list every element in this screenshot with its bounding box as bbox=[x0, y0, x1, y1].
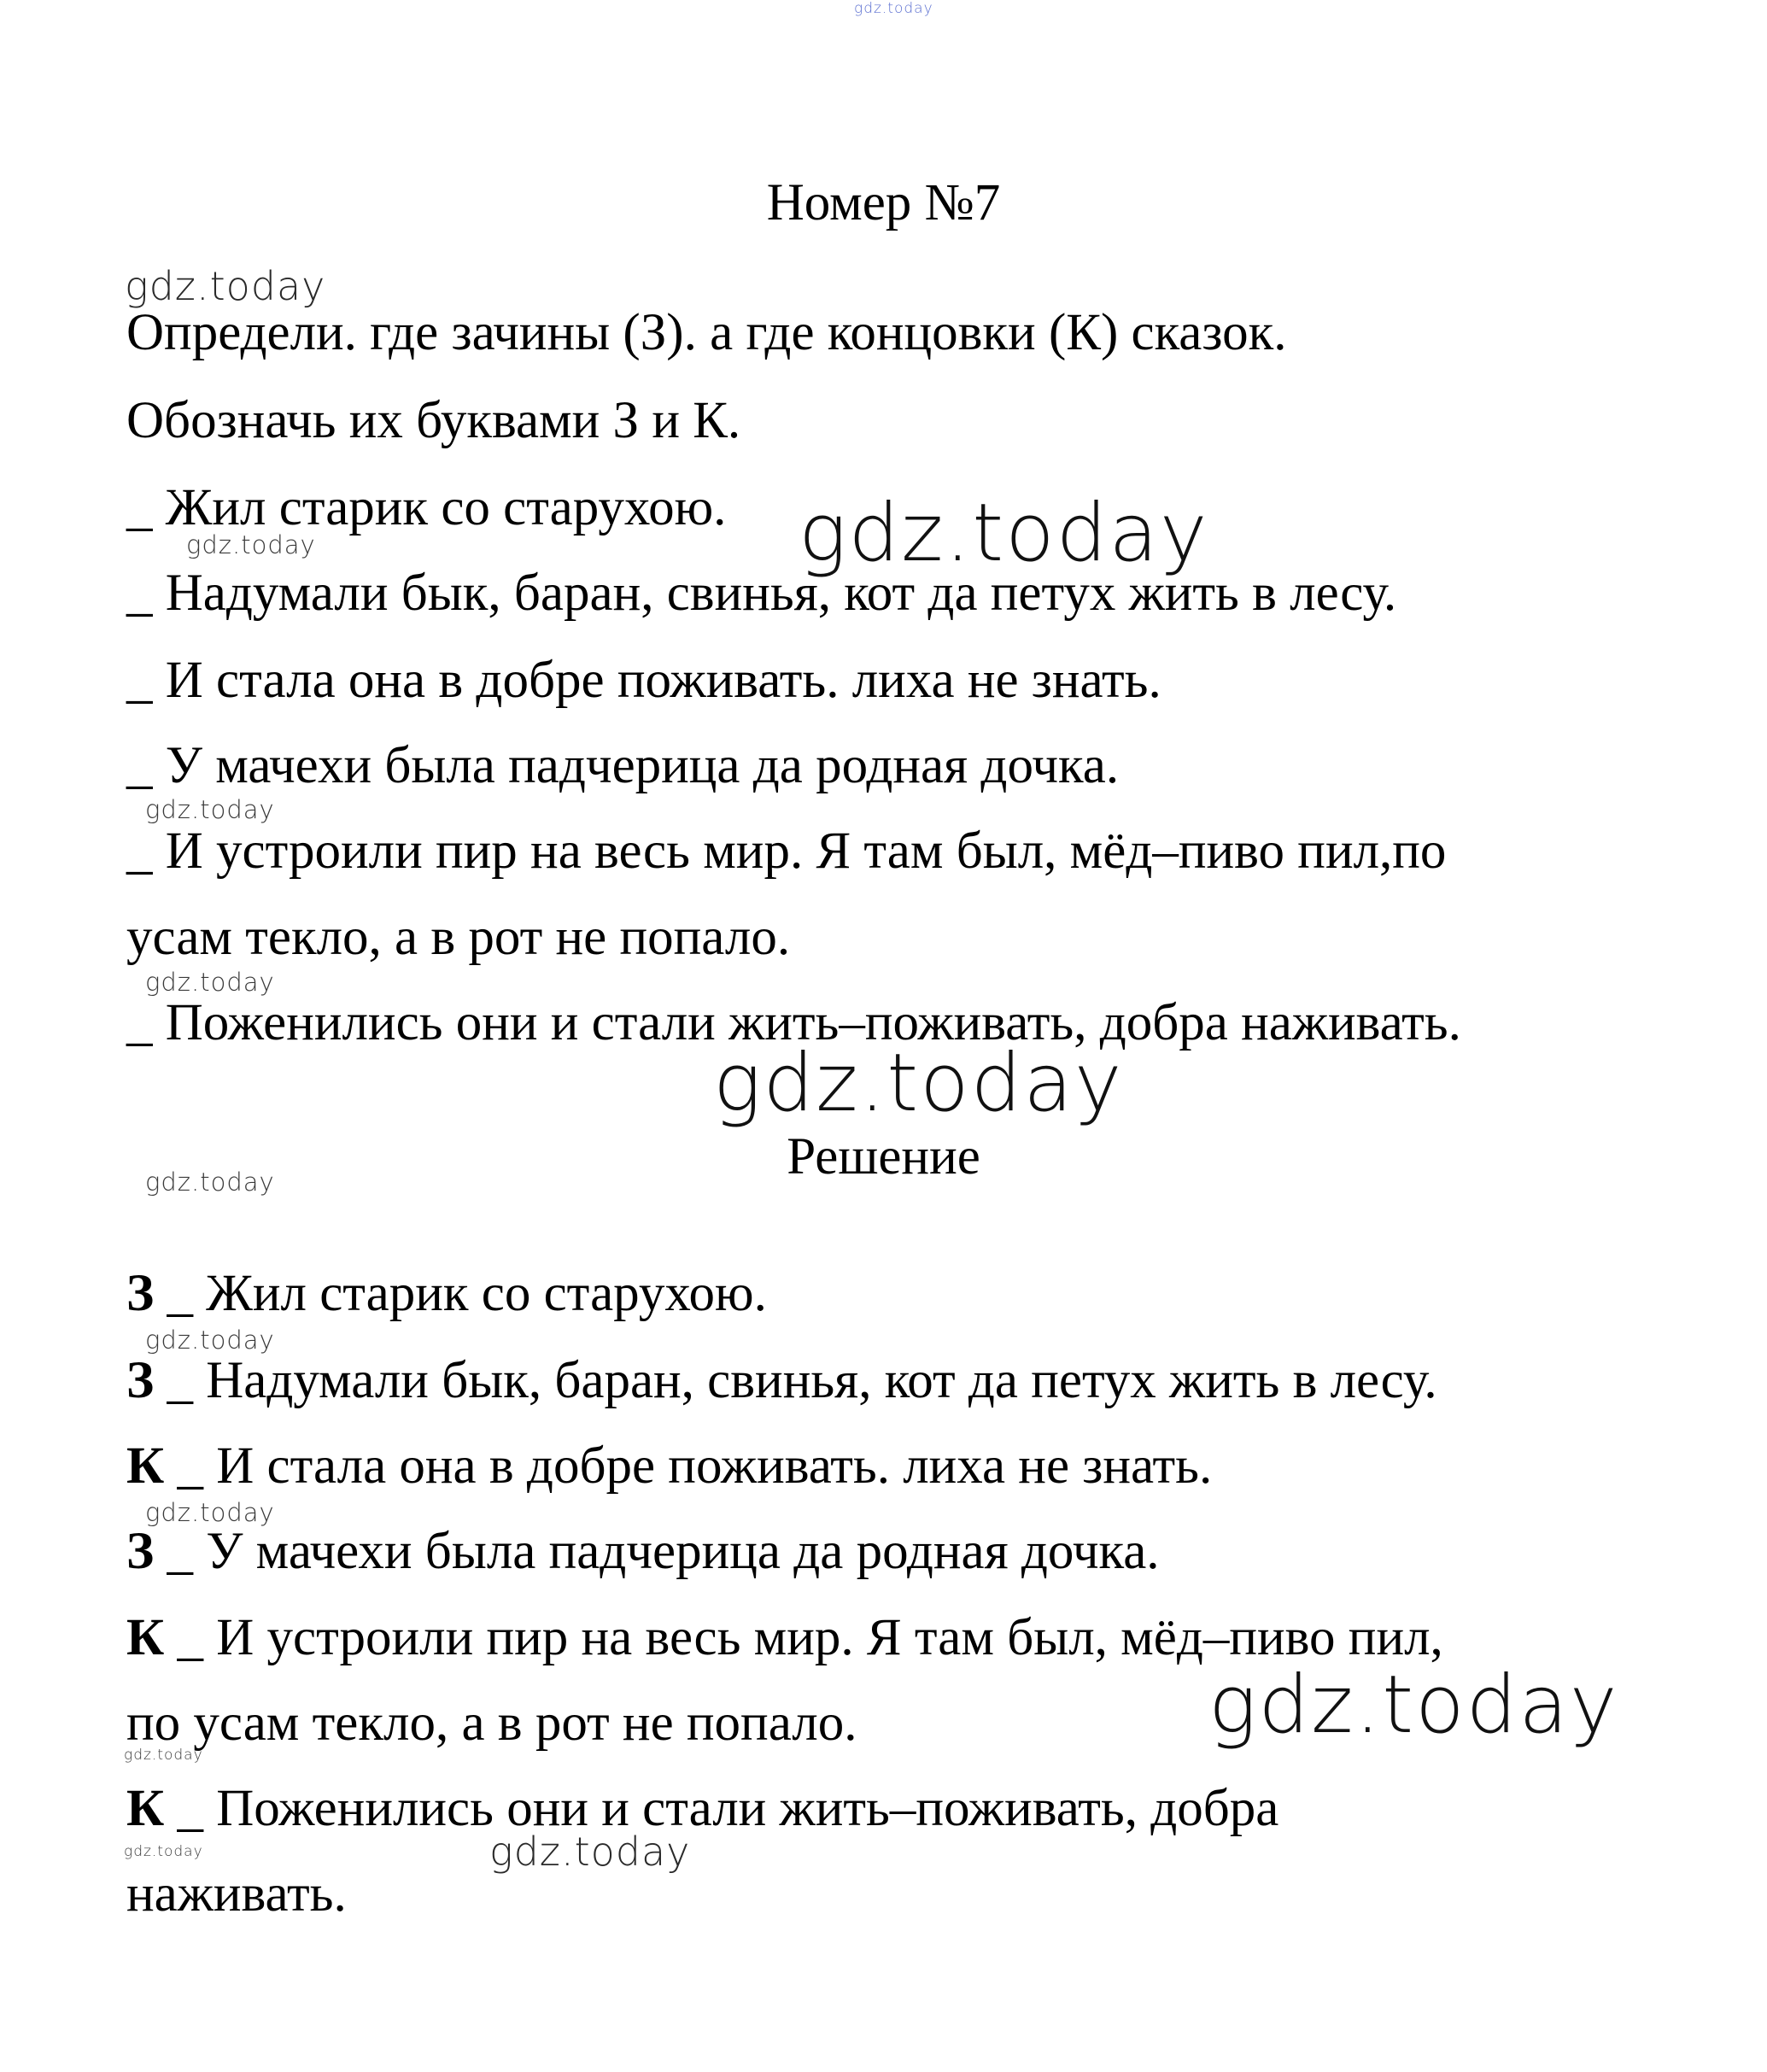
answer-letter: З bbox=[126, 1523, 155, 1580]
answer-letter: К bbox=[126, 1780, 165, 1837]
answer-text: _ Надумали бык, баран, свинья, кот да петух жить в лесу. bbox=[154, 1352, 1437, 1409]
task-item: _ Поженились они и стали жить–поживать, добра наживать. bbox=[126, 994, 1461, 1051]
answer-text: _ У мачехи была падчерица да родная дочка. bbox=[154, 1523, 1160, 1580]
solution-heading: Решение bbox=[787, 1128, 980, 1185]
page-title: Номер №7 bbox=[766, 174, 1001, 231]
task-item: _ У мачехи была падчерица да родная дочка. bbox=[126, 737, 1120, 794]
answer-text: наживать. bbox=[126, 1865, 347, 1923]
watermark: gdz.today bbox=[186, 530, 316, 559]
answer-letter: З bbox=[126, 1265, 155, 1322]
task-item: _ И устроили пир на весь мир. Я там был, мёд–пиво пил,по bbox=[126, 822, 1447, 880]
watermark: gdz.today bbox=[713, 1037, 1124, 1130]
watermark: gdz.today bbox=[145, 795, 275, 824]
task-instruction-line-2: Обозначь их буквами З и К. bbox=[126, 392, 741, 449]
answer-row bbox=[126, 1264, 767, 1324]
watermark: gdz.today bbox=[145, 1168, 275, 1197]
task-item: _ Надумали бык, баран, свинья, кот да петух жить в лесу. bbox=[126, 565, 1397, 622]
answer-text: по усам текло, а в рот не попало. bbox=[126, 1694, 857, 1752]
watermark: gdz.today bbox=[489, 1829, 691, 1875]
header-watermark: gdz.today bbox=[854, 0, 933, 17]
answer-row bbox=[126, 1779, 1278, 1839]
answer-row-continuation bbox=[126, 1864, 347, 1924]
answer-letter: К bbox=[126, 1609, 165, 1666]
task-item: _ Жил старик со старухою. bbox=[126, 479, 727, 536]
task-item: _ И стала она в добре поживать. лиха не знать. bbox=[126, 652, 1161, 709]
watermark: gdz.today bbox=[124, 1747, 203, 1764]
watermark: gdz.today bbox=[145, 1326, 275, 1355]
watermark: gdz.today bbox=[145, 968, 275, 997]
answer-letter: К bbox=[126, 1437, 165, 1495]
answer-row-continuation bbox=[126, 1694, 857, 1753]
watermark: gdz.today bbox=[125, 263, 326, 309]
answer-row bbox=[126, 1522, 1160, 1582]
watermark: gdz.today bbox=[145, 1498, 275, 1527]
task-item-continuation: усам текло, а в рот не попало. bbox=[126, 909, 791, 966]
answer-text: _ И стала она в добре поживать. лиха не знать. bbox=[164, 1437, 1213, 1495]
watermark: gdz.today bbox=[124, 1843, 203, 1860]
task-instruction-line-1: Определи. где зачины (З). а где концовки (К) сказок. bbox=[126, 304, 1287, 361]
answer-row bbox=[126, 1437, 1212, 1496]
watermark: gdz.today bbox=[799, 487, 1209, 580]
answer-text: _ Жил старик со старухою. bbox=[154, 1265, 767, 1322]
answer-text: _ Поженились они и стали жить–поживать, добра bbox=[164, 1780, 1279, 1837]
answer-letter: З bbox=[126, 1352, 155, 1409]
watermark: gdz.today bbox=[1208, 1659, 1619, 1752]
answer-text: _ И устроили пир на весь мир. Я там был, мёд–пиво пил, bbox=[164, 1609, 1443, 1666]
answer-row bbox=[126, 1351, 1437, 1411]
